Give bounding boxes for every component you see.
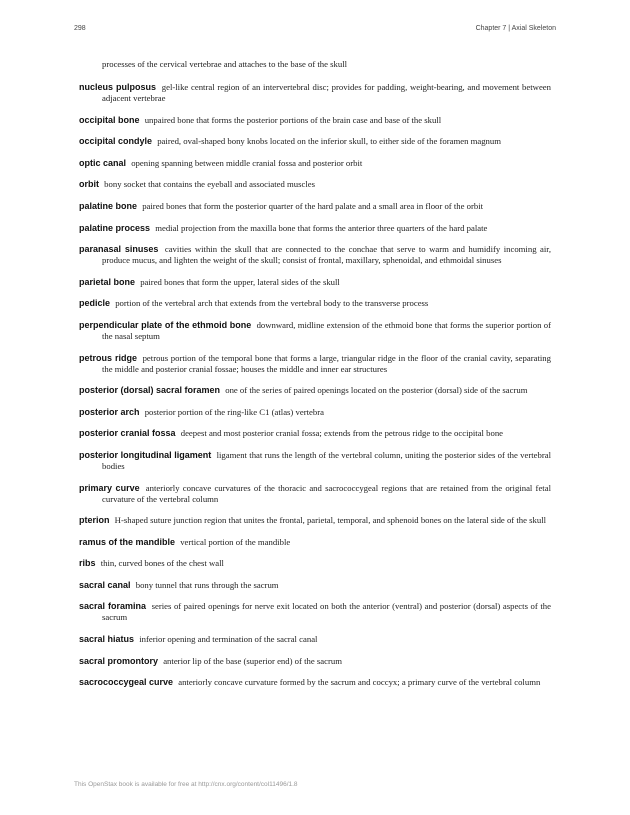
glossary-term: pterion [79, 515, 110, 526]
glossary-definition: inferior opening and termination of the sacral canal [139, 634, 318, 645]
glossary-term: palatine bone [79, 200, 138, 211]
glossary-entry [79, 656, 551, 667]
glossary-continuation: processes of the cervical vertebrae and attaches to the base of the skull [102, 59, 348, 69]
glossary-entry [79, 298, 551, 309]
glossary-definition: anteriorly concave curvatures of the thoracic and sacrococcygeal regions that are retained from the original fetal curvature of the vertebral column [102, 482, 551, 504]
glossary-entry [79, 428, 551, 439]
glossary-definition: cavities within the skull that are connected to the conchae that serve to warm and humidify incoming air, produce mucus, and lighten the weight of the skull; consist of frontal, maxillary, sphenoidal, and ethmoidal sinuses [102, 244, 552, 266]
glossary-term: parietal bone [79, 276, 136, 287]
glossary-definition: paired bones that form the posterior quarter of the hard palate and a small area in floor of the orbit [142, 200, 484, 211]
glossary-term: perpendicular plate of the ethmoid bone [79, 319, 252, 330]
glossary-entry [79, 407, 551, 418]
chapter-title: Chapter 7 | Axial Skeleton [475, 25, 556, 32]
glossary-definition: gel-like central region of an intervertebral disc; provides for padding, weight-bearing, and movement between adjacent vertebrae [102, 82, 551, 103]
glossary-entry [79, 158, 551, 169]
glossary-definition: petrous portion of the temporal bone that forms a large, triangular ridge in the floor of the cranial cavity, separating the middle and posterior cranial fossae; houses the middle and inner ear structures [102, 352, 551, 374]
glossary-entry [79, 201, 551, 212]
glossary-entry [79, 385, 551, 396]
glossary-entry [79, 179, 551, 190]
glossary-entry [79, 223, 551, 234]
glossary-entry [79, 580, 551, 591]
glossary-definition: H-shaped suture junction region that unites the frontal, parietal, temporal, and sphenoid bones on the lateral side of the skull [114, 515, 547, 526]
glossary-definition: portion of the vertebral arch that extends from the vertebral body to the transverse process [115, 298, 429, 309]
glossary-term: sacral canal [79, 579, 131, 590]
glossary-term: occipital condyle [79, 136, 153, 147]
glossary-term: petrous ridge [79, 352, 137, 363]
glossary-entry [79, 277, 551, 288]
glossary-entry [79, 537, 551, 548]
glossary-entry [79, 353, 551, 375]
glossary-definition: bony socket that contains the eyeball and associated muscles [104, 179, 316, 190]
glossary-term: posterior longitudinal ligament [79, 449, 212, 460]
glossary-entry [79, 558, 551, 569]
glossary-entry [79, 483, 551, 505]
glossary-term: palatine process [79, 222, 151, 233]
glossary-term: optic canal [79, 157, 127, 168]
glossary-entry [79, 677, 551, 688]
glossary-definition: downward, midline extension of the ethmoid bone that forms the superior portion of the nasal septum [102, 319, 551, 341]
glossary-term: nucleus pulposus [79, 82, 157, 92]
glossary-term: pedicle [79, 298, 111, 309]
glossary-definition: anterior lip of the base (superior end) of the sacrum [163, 655, 342, 666]
glossary-definition: vertical portion of the mandible [180, 536, 291, 547]
glossary-term: sacrococcygeal curve [79, 677, 174, 688]
glossary-definition: anteriorly concave curvature formed by the sacrum and coccyx; a primary curve of the vertebral column [178, 677, 541, 688]
glossary [79, 59, 551, 699]
glossary-entry [79, 601, 551, 623]
page-header [74, 25, 556, 37]
glossary-term: orbit [79, 179, 99, 190]
page-number: 298 [74, 25, 86, 32]
glossary-term: ribs [79, 558, 96, 569]
glossary-term: ramus of the mandible [79, 536, 176, 547]
glossary-definition: paired bones that form the upper, lateral sides of the skull [140, 276, 340, 287]
glossary-term: occipital bone [79, 114, 140, 125]
glossary-entry [79, 450, 551, 472]
glossary-term: sacral foramina [79, 601, 146, 612]
glossary-entry [79, 136, 551, 147]
glossary-definition: deepest and most posterior cranial fossa; extends from the petrous ridge to the occipital bone [180, 428, 504, 439]
glossary-definition: opening spanning between middle cranial fossa and posterior orbit [131, 157, 363, 168]
glossary-definition: medial projection from the maxilla bone that forms the anterior three quarters of the hard palate [155, 222, 488, 233]
glossary-definition: posterior portion of the ring-like C1 (atlas) vertebra [144, 406, 324, 417]
glossary-term: paranasal sinuses [79, 244, 159, 255]
glossary-term: posterior (dorsal) sacral foramen [79, 385, 221, 396]
page-footer: This OpenStax book is available for free at http://cnx.org/content/col11496/1.8 [74, 781, 298, 788]
glossary-definition: one of the series of paired openings located on the posterior (dorsal) side of the sacrum [225, 385, 528, 396]
glossary-term: posterior arch [79, 406, 140, 417]
glossary-entry [79, 634, 551, 645]
glossary-definition: bony tunnel that runs through the sacrum [135, 579, 279, 590]
glossary-term: sacral hiatus [79, 634, 135, 645]
glossary-entry [79, 82, 551, 104]
glossary-term: posterior cranial fossa [79, 428, 176, 439]
glossary-entry [79, 244, 551, 266]
glossary-entry [79, 320, 551, 342]
glossary-term: sacral promontory [79, 655, 159, 666]
glossary-definition: series of paired openings for nerve exit located on both the anterior (ventral) and posterior (dorsal) aspects of the sacrum [102, 601, 552, 623]
glossary-definition: thin, curved bones of the chest wall [100, 558, 224, 569]
glossary-definition: ligament that runs the length of the vertebral column, uniting the posterior sides of the vertebral bodies [102, 449, 551, 471]
glossary-entry [79, 515, 551, 526]
glossary-entry-list [79, 82, 551, 688]
glossary-entry [79, 115, 551, 126]
glossary-definition: paired, oval-shaped bony knobs located on the inferior skull, to either side of the foramen magnum [157, 136, 501, 147]
glossary-term: primary curve [79, 482, 140, 493]
glossary-definition: unpaired bone that forms the posterior portions of the brain case and base of the skull [144, 114, 442, 125]
